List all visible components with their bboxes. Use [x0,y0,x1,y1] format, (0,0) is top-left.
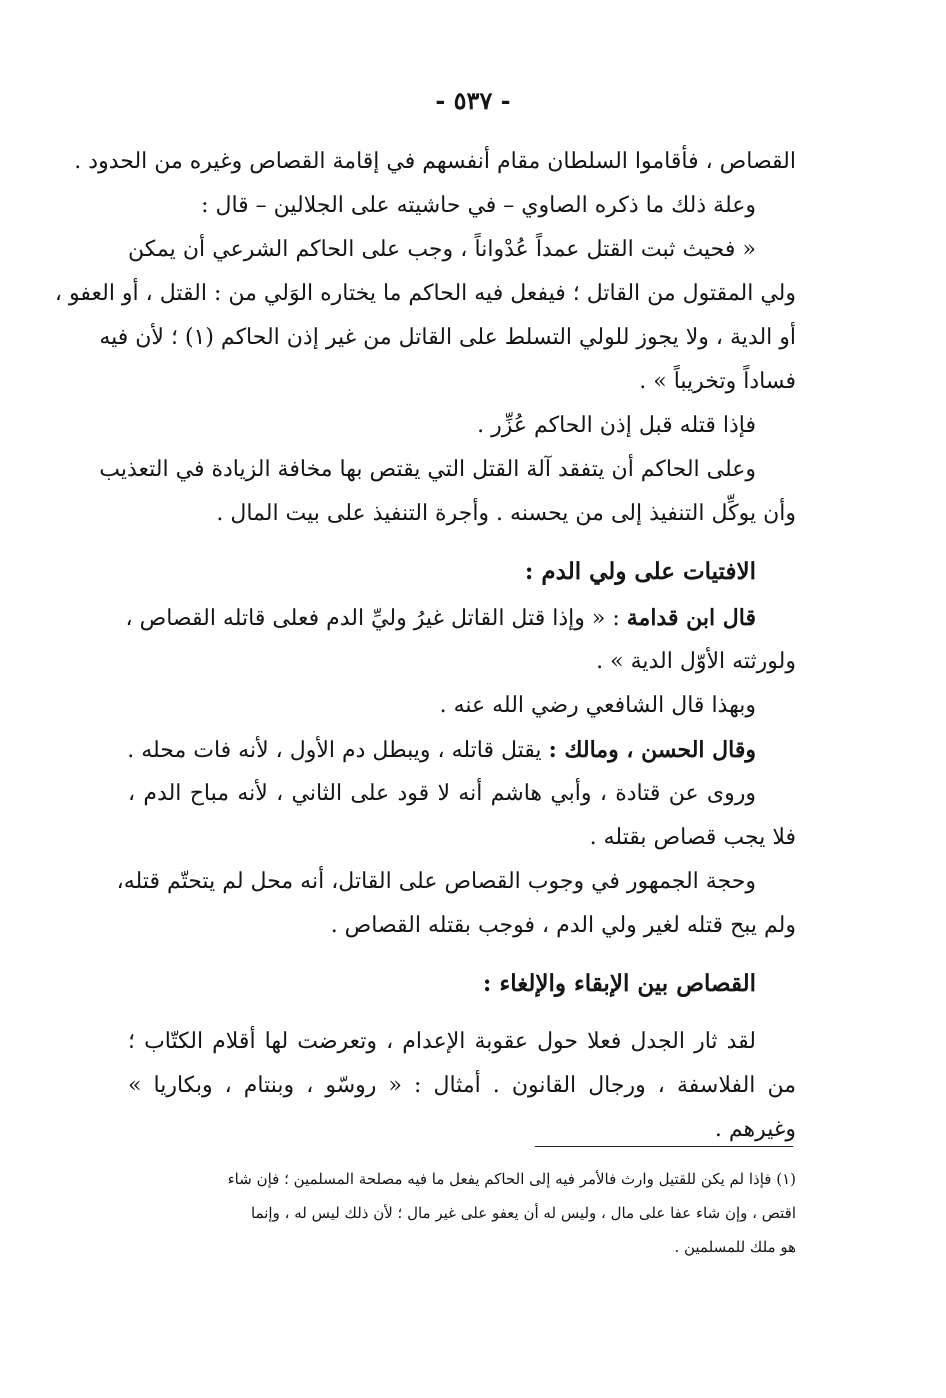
footnote-divider [535,1146,793,1147]
text-line: القصاص ، فأقاموا السلطان مقام أنفسهم في إقامة القصاص وغيره من الحدود . [74,149,796,174]
text-span: : « وإذا قتل القاتل غيرُ وليِّ الدم فعلى قاتله القصاص ، [125,606,627,631]
text-line: ولم يبح قتله لغير ولي الدم ، فوجب بقتله القصاص . [330,913,796,938]
text-line [125,596,796,640]
text-line: وعلة ذلك ما ذكره الصاوي – في حاشيته على الجلالين – قال : [201,193,756,218]
text-line: فلا يجب قصاص بقتله . [589,825,796,850]
text-line: ولورثته الأوّل الدية » . [596,649,796,674]
text-line: وحجة الجمهور في وجوب القصاص على القاتل، أنه محل لم يتحتّم قتله، [116,869,756,894]
text-line: فساداً وتخريباً » . [639,369,796,394]
text-line [128,728,796,772]
text-line: أو الدية ، ولا يجوز للولي التسلط على القاتل من غير إذن الحاكم (١) ؛ لأن فيه [99,325,796,350]
footnote-line: هو ملك للمسلمين . [674,1238,796,1256]
section-heading: القصاص بين الإبقاء والإلغاء : [482,970,756,997]
text-line: من الفلاسفة ، ورجال القانون . أمثال : « روسّو ، وبنتام ، وبكاريا » [128,1073,796,1098]
text-line: وبهذا قال الشافعي رضي الله عنه . [439,693,756,718]
text-line: لقد ثار الجدل فعلا حول عقوبة الإعدام ، وتعرضت لها أقلام الكتّاب ؛ [128,1029,756,1054]
section-heading: الافتيات على ولي الدم : [524,558,756,585]
text-line: ولي المقتول من القاتل ؛ فيفعل فيه الحاكم ما يختاره الوَلي من : القتل ، أو العفو ، [54,281,796,306]
quoted-author: قال ابن قدامة [626,605,756,631]
text-line: وروى عن قتادة ، وأبي هاشم أنه لا قود على الثاني ، لأنه مباح الدم ، [128,781,756,806]
footnotes [128,1162,796,1264]
page-number: - ٥٣٧ - [435,86,511,115]
text-line: « فحيث ثبت القتل عمداً عُدْواناً ، وجب على الحاكم الشرعي أن يمكن [128,237,756,262]
text-line: وغيرهم . [714,1117,796,1142]
text-line: وعلى الحاكم أن يتفقد آلة القتل التي يقتص بها مخافة الزيادة في التعذيب [99,457,756,482]
footnote-line: اقتص ، وإن شاء عفا على مال ، وليس له أن يعفو على غير مال ؛ لأن ذلك ليس له ، وإنما [250,1204,796,1222]
quoted-author: وقال الحسن ، ومالك : [548,737,756,763]
text-line: فإذا قتله قبل إذن الحاكم عُزِّر . [477,413,756,438]
main-text [54,140,796,1152]
text-line: وأن يوكِّل التنفيذ إلى من يحسنه . وأجرة التنفيذ على بيت المال . [216,501,796,526]
footnote-line: (١) فإذا لم يكن للقتيل وارث فالأمر فيه إلى الحاكم يفعل ما فيه مصلحة المسلمين ؛ فإن شاء [227,1170,796,1188]
text-span: يقتل قاتله ، ويبطل دم الأول ، لأنه فات محله . [127,738,549,763]
